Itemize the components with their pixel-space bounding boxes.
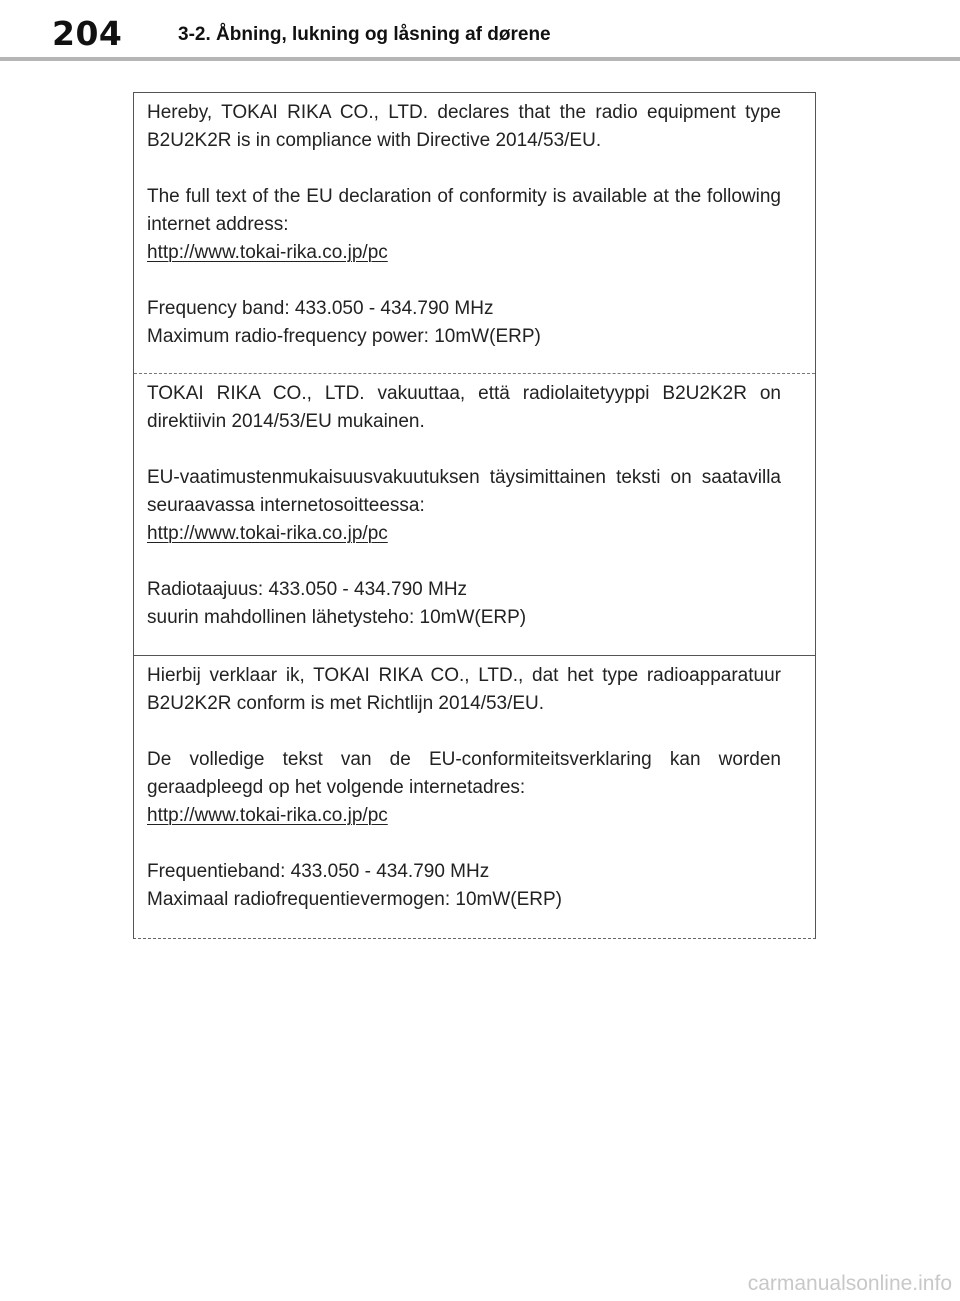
declaration-block-finnish xyxy=(134,374,815,656)
declaration-text: TOKAI RIKA CO., LTD. vakuuttaa, että radiolaitetyyppi B2U2K2R on direktiivin 2014/53/EU mukainen. xyxy=(147,383,781,432)
spacer xyxy=(147,436,781,464)
declaration-box xyxy=(133,92,816,939)
spacer xyxy=(147,155,781,183)
declaration-url[interactable]: http://www.tokai-rika.co.jp/pc xyxy=(147,523,388,544)
header-rule xyxy=(0,57,960,61)
frequency-band-text: Frequentieband: 433.050 - 434.790 MHz xyxy=(147,861,490,882)
availability-text: The full text of the EU declaration of conformity is available at the following internet address: xyxy=(147,186,781,235)
max-power-text: Maximaal radiofrequentievermogen: 10mW(ERP) xyxy=(147,889,562,910)
declaration-url[interactable]: http://www.tokai-rika.co.jp/pc xyxy=(147,805,388,826)
max-power-text: Maximum radio-frequency power: 10mW(ERP) xyxy=(147,326,541,347)
page-number: 204 xyxy=(52,14,123,53)
max-power-text: suurin mahdollinen lähetysteho: 10mW(ERP) xyxy=(147,607,527,628)
declaration-text: Hereby, TOKAI RIKA CO., LTD. declares that the radio equipment type B2U2K2R is in compliance with Directive 2014/53/EU. xyxy=(147,102,781,151)
frequency-band-text: Radiotaajuus: 433.050 - 434.790 MHz xyxy=(147,579,468,600)
declaration-block-dutch xyxy=(134,656,815,938)
watermark: carmanualsonline.info xyxy=(747,1272,952,1295)
spacer xyxy=(147,718,781,746)
availability-text: EU-vaatimustenmukaisuusvakuutuksen täysimittainen teksti on saatavilla seuraavassa internetosoitteessa: xyxy=(147,467,781,516)
section-title: 3-2. Åbning, lukning og låsning af dørene xyxy=(178,24,551,45)
declaration-text: Hierbij verklaar ik, TOKAI RIKA CO., LTD., dat het type radioapparatuur B2U2K2R conform is met Richtlijn 2014/53/EU. xyxy=(147,665,781,714)
spacer xyxy=(147,830,781,858)
spacer xyxy=(147,548,781,576)
frequency-band-text: Frequency band: 433.050 - 434.790 MHz xyxy=(147,298,494,319)
availability-text: De volledige tekst van de EU-conformiteitsverklaring kan worden geraadpleegd op het volgende internetadres: xyxy=(147,749,781,798)
declaration-block-english xyxy=(134,93,815,374)
declaration-url[interactable]: http://www.tokai-rika.co.jp/pc xyxy=(147,242,388,263)
spacer xyxy=(147,267,781,295)
page-header xyxy=(0,0,960,62)
